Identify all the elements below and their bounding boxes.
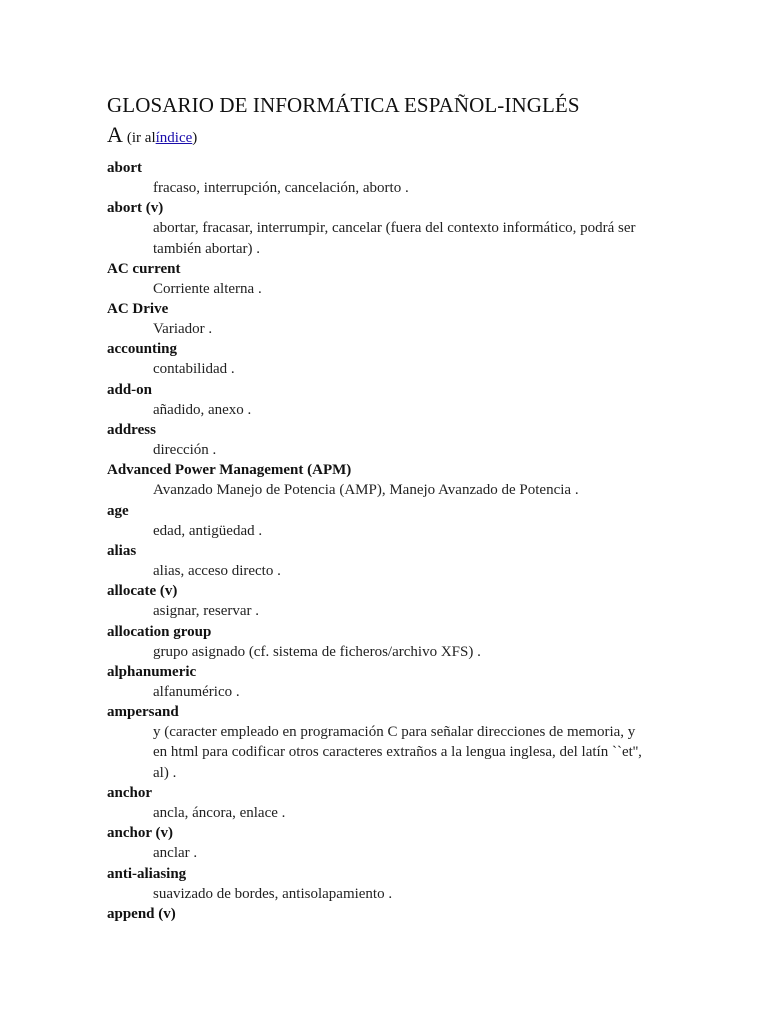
glossary-definition: alias, acceso directo . xyxy=(153,562,281,579)
section-note-suffix: ) xyxy=(192,130,198,146)
glossary-definition: añadido, anexo . xyxy=(153,401,252,418)
glossary-term: allocate (v) xyxy=(107,583,178,600)
glossary-definition: contabilidad . xyxy=(153,361,235,378)
glossary-term: accounting xyxy=(107,341,178,358)
glossary-term: alphanumeric xyxy=(107,663,197,680)
glossary-term: abort (v) xyxy=(107,200,164,217)
glossary-definition: Avanzado Manejo de Potencia (AMP), Manejo Avanzado de Potencia . xyxy=(153,482,579,499)
glossary-definition: abortar, fracasar, interrumpir, cancelar (fuera del contexto informático, podrá ser también abortar) . xyxy=(153,220,636,257)
section-letter: A xyxy=(107,122,123,147)
glossary-term: Advanced Power Management (APM) xyxy=(107,462,352,479)
glossary-term: ampersand xyxy=(107,704,179,721)
glossary-definition: alfanumérico . xyxy=(153,683,240,700)
glossary-definition: anclar . xyxy=(153,845,198,862)
glossary-term: anti-aliasing xyxy=(107,865,187,882)
glossary-definition: Variador . xyxy=(153,321,213,338)
glossary-definition: edad, antigüedad . xyxy=(153,522,263,539)
glossary-term: anchor xyxy=(107,785,152,802)
glossary-term: address xyxy=(107,422,156,439)
section-note-prefix: (ir al xyxy=(126,130,156,146)
glossary-term: abort xyxy=(107,160,142,176)
glossary-definition: Corriente alterna . xyxy=(153,280,262,297)
glossary-term: alias xyxy=(107,542,137,559)
glossary-term: add-on xyxy=(107,381,153,398)
section-header xyxy=(107,122,667,148)
glossary-definition: asignar, reservar . xyxy=(153,603,260,620)
glossary-definition: ancla, áncora, enlace . xyxy=(153,805,286,822)
page-title: GLOSARIO DE INFORMÁTICA ESPAÑOL-INGLÉS xyxy=(107,93,580,117)
glossary-term: allocation group xyxy=(107,623,212,640)
glossary-term: append (v) xyxy=(107,905,176,922)
glossary-term: anchor (v) xyxy=(107,825,173,842)
glossary-definition: y (caracter empleado en programación C para señalar direcciones de memoria, y en html para codificar otros caracteres extraños a la lengua inglesa, del latín ``et'', al) . xyxy=(153,724,642,781)
glossary-term: age xyxy=(107,502,129,519)
glossary-definition: grupo asignado (cf. sistema de ficheros/archivo XFS) . xyxy=(153,643,481,660)
glossary-page xyxy=(107,92,667,924)
glossary-term: AC current xyxy=(107,260,181,277)
glossary-definition: suavizado de bordes, antisolapamiento . xyxy=(153,885,393,902)
glossary-definition: fracaso, interrupción, cancelación, aborto . xyxy=(153,180,409,196)
glossary-entries xyxy=(107,158,667,924)
glossary-term: AC Drive xyxy=(107,301,169,318)
index-link[interactable]: índice xyxy=(155,130,193,146)
glossary-definition: dirección . xyxy=(153,442,217,459)
